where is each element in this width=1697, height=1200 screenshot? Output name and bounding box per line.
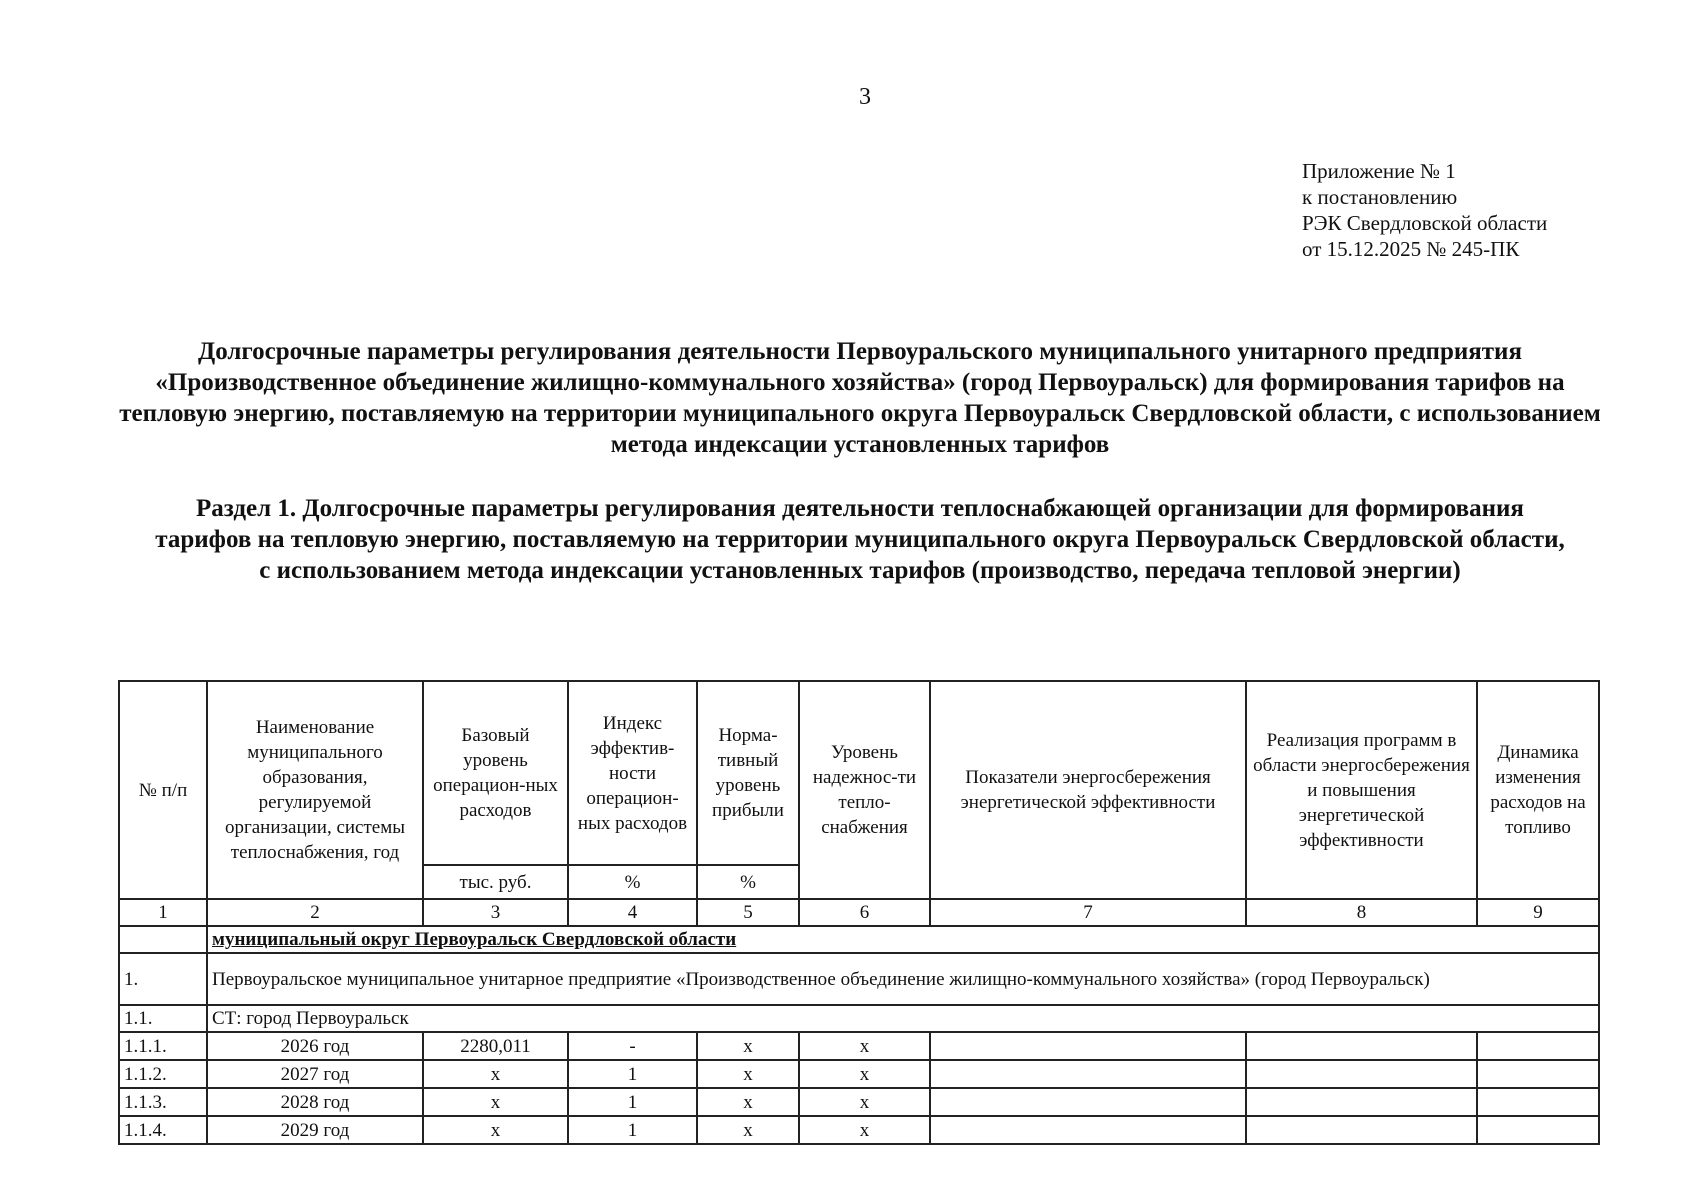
row-energy: [930, 1060, 1246, 1088]
row-index: 1: [568, 1060, 697, 1088]
row-programs: [1246, 1088, 1477, 1116]
table-row: [119, 1088, 1599, 1116]
empty-cell: [119, 926, 207, 953]
section-title: Раздел 1. Долгосрочные параметры регулирования деятельности теплоснабжающей организации для формирования тарифов на тепловую энергию, поставляемую на территории муниципального округа Первоуральск Свердловской области, с использованием метода индексации установленных тарифов (производство, передача тепловой энергии): [155, 495, 1565, 584]
col-number: 9: [1477, 899, 1599, 926]
row-reliability: х: [799, 1032, 930, 1060]
row-year: 2029 год: [207, 1116, 423, 1144]
row-reliability: х: [799, 1116, 930, 1144]
row-base: х: [423, 1060, 568, 1088]
page-number: 3: [859, 84, 871, 110]
table-row: [119, 1032, 1599, 1060]
unit-profit: %: [697, 865, 799, 899]
row-profit: х: [697, 1116, 799, 1144]
municipality-row: муниципальный округ Первоуральск Свердловской области: [207, 926, 1599, 953]
header-base: Базовый уровень операцион-ных расходов: [423, 681, 568, 865]
col-number: 7: [930, 899, 1246, 926]
row-programs: [1246, 1032, 1477, 1060]
appendix-line: Приложение № 1: [1302, 159, 1456, 183]
row-programs: [1246, 1060, 1477, 1088]
row-energy: [930, 1088, 1246, 1116]
system-name: СТ: город Первоуральск: [207, 1005, 1599, 1032]
row-fuel: [1477, 1116, 1599, 1144]
table-row: [119, 1060, 1599, 1088]
header-fuel: Динамика изменения расходов на топливо: [1477, 681, 1599, 899]
row-energy: [930, 1032, 1246, 1060]
row-reliability: х: [799, 1088, 930, 1116]
appendix-line: РЭК Свердловской области: [1302, 211, 1548, 235]
org-name: Первоуральское муниципальное унитарное предприятие «Производственное объединение жилищно-коммунального хозяйства» (город Первоуральск): [207, 953, 1599, 1005]
row-base: 2280,011: [423, 1032, 568, 1060]
header-name: Наименование муниципального образования, регулируемой организации, системы теплоснабжения, год: [207, 681, 423, 899]
row-reliability: х: [799, 1060, 930, 1088]
row-programs: [1246, 1116, 1477, 1144]
row-year: 2028 год: [207, 1088, 423, 1116]
row-num: 1.1.1.: [119, 1032, 207, 1060]
row-index: 1: [568, 1088, 697, 1116]
row-profit: х: [697, 1032, 799, 1060]
row-profit: х: [697, 1060, 799, 1088]
row-index: 1: [568, 1116, 697, 1144]
appendix-block: [1302, 158, 1547, 262]
row-fuel: [1477, 1088, 1599, 1116]
row-profit: х: [697, 1088, 799, 1116]
col-number: 3: [423, 899, 568, 926]
col-number: 2: [207, 899, 423, 926]
header-energy: Показатели энергосбережения энергетической эффективности: [930, 681, 1246, 899]
row-year: 2026 год: [207, 1032, 423, 1060]
row-year: 2027 год: [207, 1060, 423, 1088]
org-num: 1.: [119, 953, 207, 1005]
appendix-line: к постановлению: [1302, 185, 1458, 209]
col-number: 4: [568, 899, 697, 926]
row-energy: [930, 1116, 1246, 1144]
col-number: 5: [697, 899, 799, 926]
row-base: х: [423, 1116, 568, 1144]
header-index: Индекс эффектив-ности операцион-ных расходов: [568, 681, 697, 865]
header-reliability: Уровень надежнос-ти тепло-снабжения: [799, 681, 930, 899]
header-profit: Норма-тивный уровень прибыли: [697, 681, 799, 865]
row-num: 1.1.4.: [119, 1116, 207, 1144]
header-programs: Реализация программ в области энергосбережения и повышения энергетической эффективности: [1246, 681, 1477, 899]
parameters-table: [118, 680, 1600, 1145]
system-num: 1.1.: [119, 1005, 207, 1032]
row-index: -: [568, 1032, 697, 1060]
row-base: х: [423, 1088, 568, 1116]
unit-index: %: [568, 865, 697, 899]
row-num: 1.1.2.: [119, 1060, 207, 1088]
table-row: [119, 1116, 1599, 1144]
document-title: Долгосрочные параметры регулирования деятельности Первоуральского муниципального унитарного предприятия «Производственное объединение жилищно-коммунального хозяйства» (город Первоуральск) для формирования тарифов на тепловую энергию, поставляемую на территории муниципального округа Первоуральск Свердловской области, с использованием метода индексации установленных тарифов: [119, 338, 1601, 458]
col-number: 6: [799, 899, 930, 926]
row-fuel: [1477, 1060, 1599, 1088]
row-num: 1.1.3.: [119, 1088, 207, 1116]
unit-base: тыс. руб.: [423, 865, 568, 899]
header-num: № п/п: [119, 681, 207, 899]
appendix-line: от 15.12.2025 № 245-ПК: [1302, 237, 1520, 261]
col-number: 1: [119, 899, 207, 926]
col-number: 8: [1246, 899, 1477, 926]
row-fuel: [1477, 1032, 1599, 1060]
